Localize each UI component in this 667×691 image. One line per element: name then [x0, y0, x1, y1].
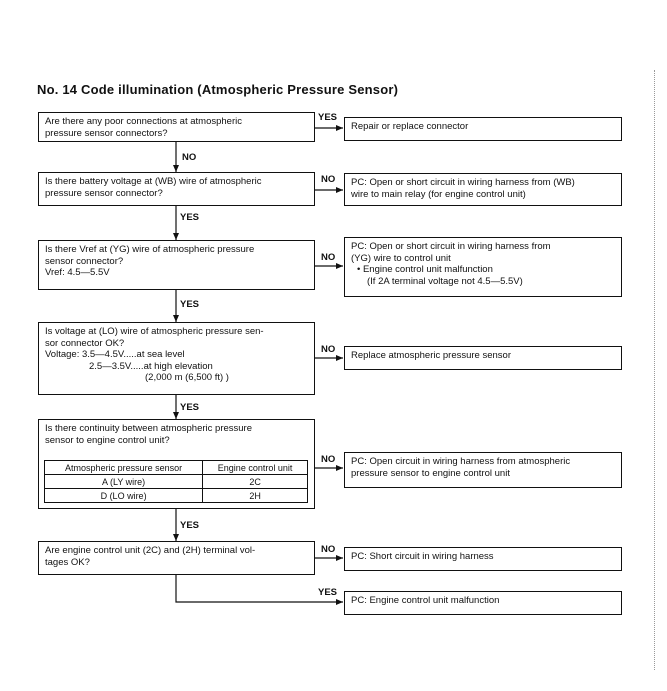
result-5-line-1: PC: Open circuit in wiring harness from atmospheric	[351, 456, 571, 467]
result-3-line-3: • Engine control unit malfunction	[357, 264, 493, 275]
question-box-1	[38, 112, 315, 142]
question-box-6	[38, 541, 315, 575]
result-1-line-1: Repair or replace connector	[351, 121, 469, 132]
question-4-line-4: 2.5—3.5V.....at high elevation	[89, 360, 213, 372]
continuity-table-header-row	[45, 461, 308, 475]
table-cell: 2H	[203, 489, 308, 503]
result-box-2	[344, 173, 622, 206]
result-6-line-1: PC: Short circuit in wiring harness	[351, 551, 494, 562]
result-box-3	[344, 237, 622, 297]
question-5-line-2: sensor to engine control unit?	[45, 434, 170, 446]
result-box-5	[344, 452, 622, 488]
yes-label: YES	[180, 299, 200, 310]
question-4-line-1: Is voltage at (LO) wire of atmospheric pressure sen-	[45, 326, 264, 337]
question-box-2	[38, 172, 315, 206]
question-2-line-2: pressure sensor connector?	[45, 187, 163, 199]
question-6-line-1: Are engine control unit (2C) and (2H) terminal vol-	[45, 545, 256, 556]
table-cell: A (LY wire)	[45, 475, 203, 489]
question-3-line-1: Is there Vref at (YG) wire of atmospheric pressure	[45, 244, 255, 255]
question-4-line-5: (2,000 m (6,500 ft) )	[145, 372, 229, 383]
no-label: NO	[321, 252, 336, 263]
table-row	[45, 489, 308, 503]
no-label: NO	[321, 344, 336, 355]
result-3-line-4: (If 2A terminal voltage not 4.5—5.5V)	[367, 275, 523, 287]
result-box-6	[344, 547, 622, 571]
no-label: NO	[321, 544, 336, 555]
yes-label: YES	[180, 212, 200, 223]
result-3-line-2: (YG) wire to control unit	[351, 252, 451, 264]
question-3-line-2: sensor connector?	[45, 255, 124, 267]
result-2-line-2: wire to main relay (for engine control unit)	[351, 188, 526, 200]
result-3-line-1: PC: Open or short circuit in wiring harness from	[351, 241, 551, 252]
yes-label: YES	[318, 112, 338, 123]
question-4-line-3: Voltage: 3.5—4.5V.....at sea level	[45, 349, 185, 360]
no-label: NO	[321, 454, 336, 465]
result-2-line-1: PC: Open or short circuit in wiring harness from (WB)	[351, 177, 575, 188]
question-3-line-3: Vref: 4.5—5.5V	[45, 267, 110, 278]
yes-label: YES	[180, 402, 200, 413]
result-7-line-1: PC: Engine control unit malfunction	[351, 595, 500, 606]
table-header-ecu: Engine control unit	[203, 461, 308, 475]
yes-label: YES	[180, 520, 200, 531]
result-box-1	[344, 117, 622, 141]
result-4-line-1: Replace atmospheric pressure sensor	[351, 350, 511, 361]
result-box-4	[344, 346, 622, 370]
result-5-line-2: pressure sensor to engine control unit	[351, 467, 510, 479]
table-cell: D (LO wire)	[45, 489, 203, 503]
question-box-4	[38, 322, 315, 395]
yes-label: YES	[318, 587, 338, 598]
continuity-table	[44, 460, 308, 503]
question-6-line-2: tages OK?	[45, 556, 90, 568]
question-1-line-2: pressure sensor connectors?	[45, 127, 168, 139]
question-1-line-1: Are there any poor connections at atmospheric	[45, 116, 242, 127]
table-row	[45, 475, 308, 489]
page-edge-dots	[652, 70, 655, 670]
question-box-3	[38, 240, 315, 290]
question-4-line-2: sor connector OK?	[45, 337, 125, 349]
table-header-sensor: Atmospheric pressure sensor	[45, 461, 203, 475]
no-label: NO	[182, 152, 197, 163]
table-cell: 2C	[203, 475, 308, 489]
no-label: NO	[321, 174, 336, 185]
question-2-line-1: Is there battery voltage at (WB) wire of atmospheric	[45, 176, 262, 187]
result-box-7	[344, 591, 622, 615]
question-5-line-1: Is there continuity between atmospheric pressure	[45, 423, 252, 434]
page-title: No. 14 Code illumination (Atmospheric Pressure Sensor)	[37, 82, 399, 97]
